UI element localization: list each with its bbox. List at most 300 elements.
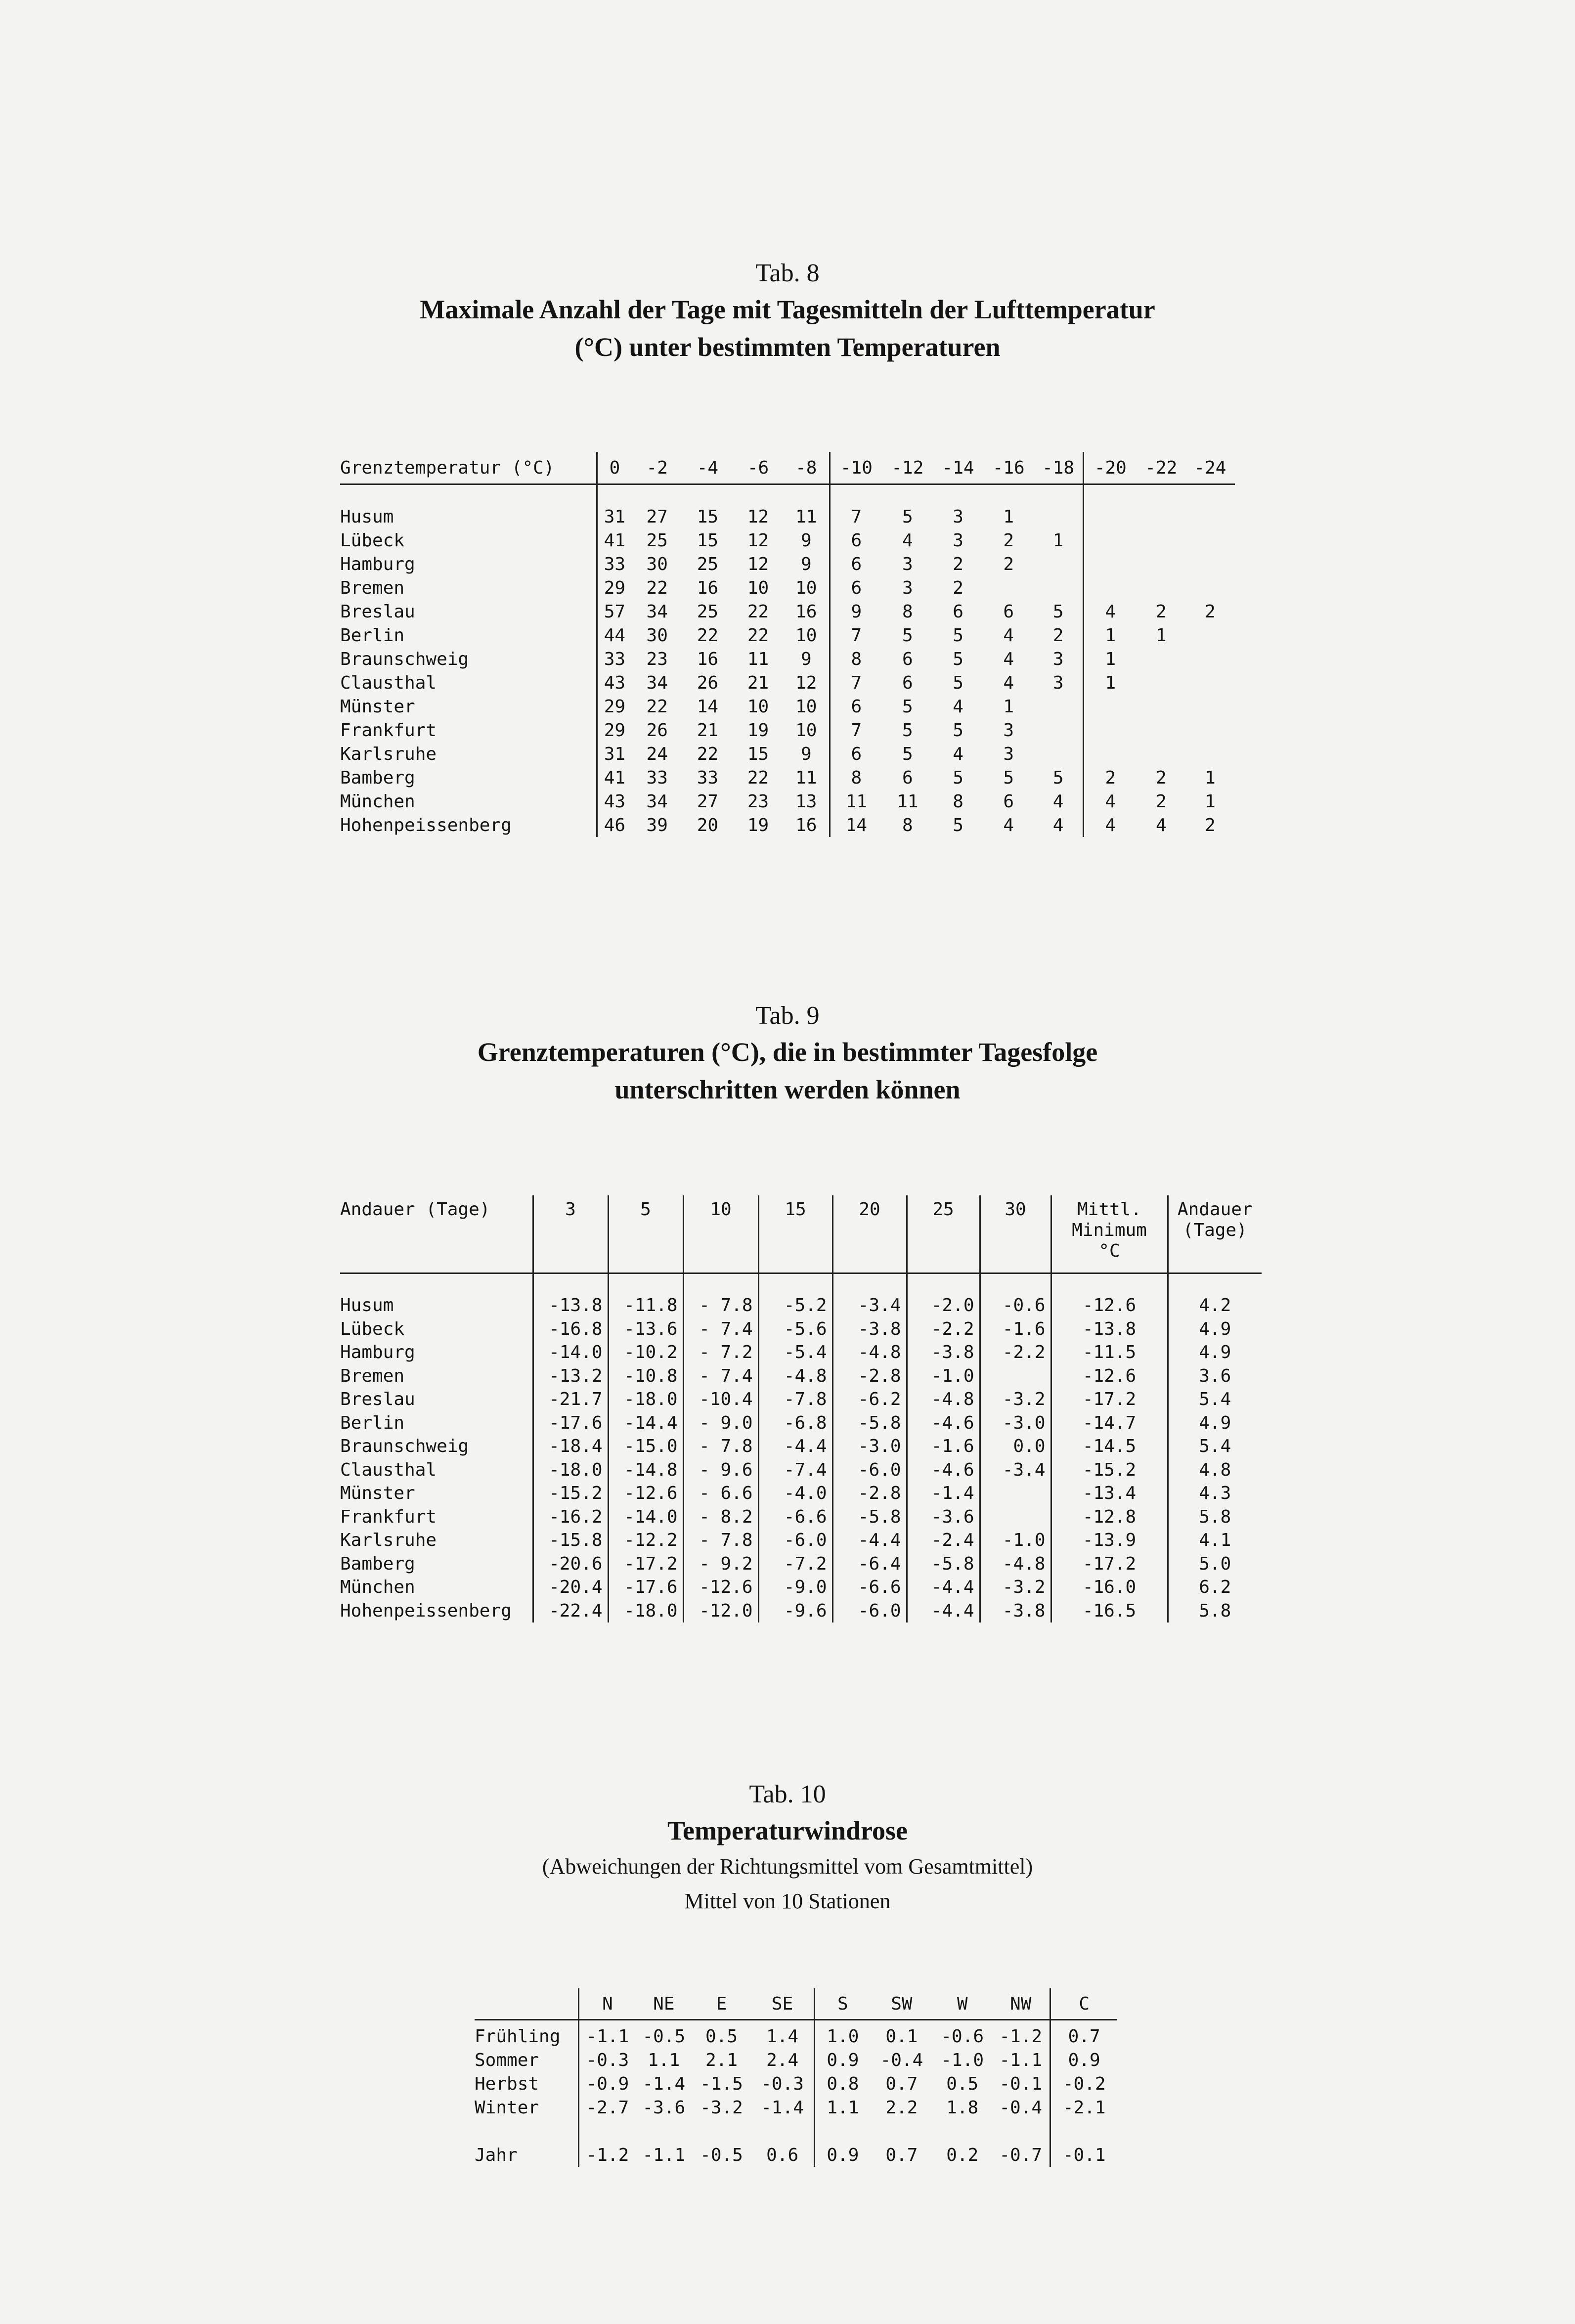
tab9-cell: -6.0	[832, 1599, 907, 1623]
tab8-col-header: 0	[597, 452, 632, 484]
tab9-cell: - 7.2	[683, 1341, 758, 1364]
tab8-cell: 9	[830, 600, 882, 623]
tab8-cell	[1137, 718, 1185, 742]
tab9-cell	[980, 1482, 1051, 1505]
tab9-cell: -3.4	[980, 1458, 1051, 1482]
tab10-spacer-cell	[692, 2119, 751, 2143]
tab8-cell: 4	[1003, 815, 1014, 835]
tab8-cell: 30	[646, 554, 668, 574]
table-row	[340, 1388, 1262, 1411]
tab8-cell	[1185, 576, 1235, 600]
tab8-cell: 5	[953, 672, 963, 693]
tab9-andauer-cell: 3.6	[1168, 1364, 1262, 1388]
tab9-mittl-cell: -13.8	[1051, 1317, 1168, 1341]
tab9-andauer-cell: 4.3	[1168, 1482, 1262, 1505]
tab10-cell: -0.7	[999, 2145, 1043, 2165]
table-row	[340, 1552, 1262, 1576]
tab8-cell	[1185, 623, 1235, 647]
tab8-col-header: -14	[933, 452, 983, 484]
tab10-cell: 0.5	[705, 2026, 738, 2047]
tab8-cell: 1	[1155, 625, 1167, 646]
tab9-mittl-cell: -16.5	[1051, 1599, 1168, 1623]
tab8-cell: 22	[646, 577, 668, 598]
tab8-cell: 4	[1003, 649, 1014, 669]
tab8-table	[340, 452, 1235, 837]
tab10-spacer-cell	[579, 2119, 636, 2143]
tab9-cell: - 9.6	[683, 1458, 758, 1482]
tab10-header-corner	[475, 1988, 579, 2020]
tab8-cell: 1	[1003, 696, 1014, 717]
tab10-cell: 1.0	[815, 2020, 871, 2049]
tab9-andauer-cell: 5.0	[1168, 1552, 1262, 1576]
tab8-cell: 21	[747, 672, 769, 693]
tab9-col-header: 25	[907, 1195, 980, 1273]
tab9-mittl-header-line: Mittl.	[1077, 1199, 1142, 1220]
tab8-cell	[1083, 576, 1137, 600]
tab9-mittl-cell: -13.4	[1051, 1482, 1168, 1505]
tab9-cell: - 6.6	[683, 1482, 758, 1505]
tab8-cell: 3	[902, 577, 913, 598]
tab9-cell: -17.2	[608, 1552, 683, 1576]
tab8-cell: 10	[747, 577, 769, 598]
tab10-spacer-cell	[751, 2119, 815, 2143]
tab8-cell: 2	[1205, 815, 1216, 835]
tab9-station-name: Berlin	[340, 1412, 405, 1433]
tab9-andauer-cell: 5.8	[1168, 1505, 1262, 1529]
tab8-cell: 5	[953, 767, 963, 788]
tab8-cell: 27	[697, 791, 719, 812]
tab8-cell: 21	[697, 720, 719, 741]
tab8-cell	[1034, 742, 1083, 766]
tab9-cell: - 9.0	[683, 1411, 758, 1435]
tab8-col-header: -2	[632, 452, 682, 484]
table-row	[340, 742, 1235, 766]
tab9-cell: -3.8	[832, 1317, 907, 1341]
tab9-cell: -3.0	[980, 1411, 1051, 1435]
tab8-cell: 12	[795, 672, 817, 693]
tab10-cell: -0.4	[880, 2050, 923, 2070]
tab8-cell: 22	[747, 767, 769, 788]
tab10-cell: 1.8	[946, 2097, 979, 2118]
tab9-cell: -5.2	[758, 1294, 832, 1317]
table-row	[340, 647, 1235, 671]
table-row	[340, 1341, 1262, 1364]
tab10-cell: -0.2	[1050, 2072, 1117, 2096]
tab10-spacer-cell	[636, 2119, 693, 2143]
tab8-cell	[1083, 742, 1137, 766]
tab9-cell: -9.0	[758, 1576, 832, 1599]
tab9-cell	[980, 1364, 1051, 1388]
tab8-cell: 10	[795, 696, 817, 717]
tab9-station-name: Lübeck	[340, 1318, 405, 1339]
tab8-station-name: Breslau	[340, 601, 415, 622]
table-row	[340, 552, 1235, 576]
tab8-cell: 15	[697, 530, 719, 551]
tab8-cell: 29	[597, 576, 632, 600]
tab8-cell: 8	[953, 791, 963, 812]
tab8-col-header: -12	[882, 452, 933, 484]
tab9-cell: -5.4	[758, 1341, 832, 1364]
tab10-cell: 0.7	[885, 2145, 918, 2165]
tab8-station-name: Münster	[340, 696, 415, 717]
tab10-cell: 1.1	[815, 2096, 871, 2119]
tab8-cell	[1137, 552, 1185, 576]
tab9-col-header: 15	[758, 1195, 832, 1273]
tab8-cell: 20	[697, 815, 719, 835]
tab8-cell	[1083, 695, 1137, 718]
tab9-cell: -18.0	[608, 1388, 683, 1411]
tab9-cell: -17.6	[533, 1411, 608, 1435]
tab9-cell: -6.6	[832, 1576, 907, 1599]
tab9-caption	[0, 999, 1575, 1108]
tab8-cell: 4	[902, 530, 913, 551]
tab9-cell: -3.8	[907, 1341, 980, 1364]
tab8-cell	[1185, 742, 1235, 766]
tab8-cell: 13	[795, 791, 817, 812]
tab9-cell: -16.2	[533, 1505, 608, 1529]
tab10-col-header: E	[692, 1988, 751, 2020]
tab8-cell: 6	[830, 576, 882, 600]
tab8-cell: 4	[1003, 625, 1014, 646]
tab9-andauer-cell: 4.9	[1168, 1317, 1262, 1341]
tab9-cell: -5.6	[758, 1317, 832, 1341]
tab8-cell: 2	[953, 554, 963, 574]
tab8-cell	[1137, 528, 1185, 552]
tab8-station-name: Bremen	[340, 577, 405, 598]
tab9-title-line1: Grenztemperaturen (°C), die in bestimmter Tagesfolge	[477, 1037, 1098, 1067]
tab9-cell: -3.4	[832, 1294, 907, 1317]
tab8-cell: 15	[747, 744, 769, 764]
tab9-cell: -16.8	[533, 1317, 608, 1341]
tab9-andauer-cell: 4.9	[1168, 1341, 1262, 1364]
tab8-cell: 6	[902, 672, 913, 693]
tab9-cell: -1.4	[907, 1482, 980, 1505]
tab9-andauer-header	[1168, 1195, 1262, 1273]
tab9-spacer-cell	[832, 1273, 907, 1294]
tab8-cell: 6	[902, 649, 913, 669]
tab9-station-name: Hohenpeissenberg	[340, 1600, 512, 1621]
tab8-cell: 27	[646, 506, 668, 527]
tab8-cell: 22	[747, 625, 769, 646]
tab8-cell: 8	[830, 647, 882, 671]
tab9-spacer-cell	[533, 1273, 608, 1294]
tab8-cell: 1	[1205, 767, 1216, 788]
tab8-cell: 11	[897, 791, 919, 812]
tab10-cell: -1.5	[700, 2073, 743, 2094]
tab8-cell: 6	[830, 695, 882, 718]
tab10-col-header: SE	[751, 1988, 815, 2020]
tab9-cell: -2.4	[907, 1529, 980, 1552]
tab9-cell: -12.2	[608, 1529, 683, 1552]
tab8-cell: 10	[795, 720, 817, 741]
tab9-col-header: 20	[832, 1195, 907, 1273]
tab9-cell: -10.2	[608, 1341, 683, 1364]
tab10-cell: -0.1	[999, 2073, 1043, 2094]
tab10-cell: -1.1	[642, 2145, 686, 2165]
tab8-title-line1: Maximale Anzahl der Tage mit Tagesmitteln der Lufttemperatur	[420, 295, 1155, 324]
tab9-spacer-cell	[1051, 1273, 1168, 1294]
tab10-table	[475, 1988, 1117, 2167]
tab10-cell: -1.1	[999, 2050, 1043, 2070]
tab8-station-name: Bamberg	[340, 767, 415, 788]
tab9-col-header: 30	[980, 1195, 1051, 1273]
tab8-cell	[1034, 552, 1083, 576]
tab9-cell: -4.8	[758, 1364, 832, 1388]
tab8-cell: 2	[1003, 554, 1014, 574]
tab8-header-label: Grenztemperatur (°C)	[340, 452, 597, 484]
tab9-table	[340, 1195, 1262, 1622]
tab9-cell: - 7.4	[683, 1317, 758, 1341]
tab8-cell: 5	[953, 649, 963, 669]
tab8-spacer-cell	[933, 484, 983, 505]
tab9-andauer-cell: 4.9	[1168, 1411, 1262, 1435]
tab10-cell: -0.3	[761, 2073, 804, 2094]
tab8-cell: 5	[1003, 767, 1014, 788]
tab8-cell	[1137, 742, 1185, 766]
tab8-spacer-cell	[682, 484, 733, 505]
tab8-col-header: -6	[733, 452, 783, 484]
tab9-mittl-cell: -17.2	[1051, 1552, 1168, 1576]
tab8-cell: 5	[953, 625, 963, 646]
tab8-cell	[983, 576, 1034, 600]
tab9-cell: - 7.8	[683, 1294, 758, 1317]
tab10-header-row	[475, 1988, 1117, 2020]
tab8-col-header: -20	[1083, 452, 1137, 484]
tab10-col-header: SW	[870, 1988, 933, 2020]
tab9-cell: -4.6	[907, 1411, 980, 1435]
tab9-station-name: Breslau	[340, 1389, 415, 1410]
tab9-cell: -2.0	[907, 1294, 980, 1317]
tab8-cell: 2	[1155, 767, 1167, 788]
tab8-spacer-cell	[1137, 484, 1185, 505]
tab8-cell: 6	[1003, 601, 1014, 622]
tab8-cell: 11	[747, 649, 769, 669]
tab8-cell	[1083, 528, 1137, 552]
tab9-cell	[980, 1505, 1051, 1529]
tab8-cell: 2	[1155, 601, 1167, 622]
tab9-cell: - 7.8	[683, 1529, 758, 1552]
tab8-col-header: -24	[1185, 452, 1235, 484]
tab8-cell: 25	[697, 601, 719, 622]
tab9-cell: -6.4	[832, 1552, 907, 1576]
table-row	[340, 1411, 1262, 1435]
tab9-cell: -15.8	[533, 1529, 608, 1552]
tab9-mittl-cell: -12.6	[1051, 1294, 1168, 1317]
tab9-cell: -13.6	[608, 1317, 683, 1341]
tab10-cell: -1.0	[941, 2050, 984, 2070]
tab8-spacer-row	[340, 484, 1235, 505]
tab8-cell: 4	[1003, 672, 1014, 693]
tab10-cell: 2.1	[705, 2050, 738, 2070]
tab9-cell: -5.8	[832, 1411, 907, 1435]
tab10-title: Temperaturwindrose	[667, 1816, 908, 1845]
tab9-cell: -0.6	[980, 1294, 1051, 1317]
tab10-cell: -1.1	[579, 2020, 636, 2049]
tab8-cell: 23	[646, 649, 668, 669]
tab8-station-name: Husum	[340, 506, 394, 527]
tab10-cell: -0.6	[941, 2026, 984, 2047]
tab9-cell: -13.8	[533, 1294, 608, 1317]
tab9-cell: -6.0	[758, 1529, 832, 1552]
tab8-spacer-cell	[340, 484, 597, 505]
table-row	[340, 789, 1235, 813]
tab9-andauer-cell: 4.2	[1168, 1294, 1262, 1317]
tab8-cell: 7	[830, 671, 882, 695]
tab8-cell: 14	[697, 696, 719, 717]
tab8-cell	[1034, 505, 1083, 528]
tab8-cell: 3	[1003, 744, 1014, 764]
tab8-cell: 2	[1083, 766, 1137, 789]
tab8-cell	[1185, 695, 1235, 718]
tab8-cell: 16	[697, 649, 719, 669]
tab9-station-name: Hamburg	[340, 1342, 415, 1363]
tab8-cell: 12	[747, 554, 769, 574]
tab9-mittl-cell: -15.2	[1051, 1458, 1168, 1482]
tab8-cell: 7	[830, 718, 882, 742]
tab8-cell: 30	[646, 625, 668, 646]
tab10-cell: -0.3	[579, 2048, 636, 2072]
tab9-cell: -15.2	[533, 1482, 608, 1505]
tab9-cell: -1.6	[980, 1317, 1051, 1341]
tab9-station-name: Karlsruhe	[340, 1530, 437, 1551]
tab9-spacer-cell	[683, 1273, 758, 1294]
tab8-cell: 15	[697, 506, 719, 527]
tab8-cell	[1137, 576, 1185, 600]
tab10-spacer-cell	[933, 2119, 992, 2143]
tab10-cell: 0.6	[766, 2145, 799, 2165]
tab10-col-header: S	[815, 1988, 871, 2020]
tab8-cell	[1185, 505, 1235, 528]
tab9-cell: -14.0	[533, 1341, 608, 1364]
tab9-col-header: 10	[683, 1195, 758, 1273]
tab9-col-header: 3	[533, 1195, 608, 1273]
tab8-cell: 39	[646, 815, 668, 835]
tab9-cell: -18.0	[608, 1599, 683, 1623]
tab9-cell: -5.8	[832, 1505, 907, 1529]
tab9-cell: - 8.2	[683, 1505, 758, 1529]
tab9-cell: -7.8	[758, 1388, 832, 1411]
tab9-andauer-cell: 4.1	[1168, 1529, 1262, 1552]
tab10-spacer-row	[475, 2119, 1117, 2143]
tab9-station-name: Bamberg	[340, 1553, 415, 1574]
tab9-cell: - 7.8	[683, 1435, 758, 1458]
tab8-cell: 5	[902, 696, 913, 717]
tab9-mittl-cell: -13.9	[1051, 1529, 1168, 1552]
tab9-andauer-cell: 5.8	[1168, 1599, 1262, 1623]
tab8-cell: 8	[830, 766, 882, 789]
tab10-cell: 0.7	[1050, 2020, 1117, 2049]
tab9-cell: -2.8	[832, 1482, 907, 1505]
tab8-cell: 22	[747, 601, 769, 622]
tab8-cell: 3	[1052, 672, 1064, 693]
tab8-cell	[1185, 718, 1235, 742]
tab8-col-header: -8	[784, 452, 830, 484]
tab10-subtitle: (Abweichungen der Richtungsmittel vom Gesamtmittel)	[542, 1854, 1033, 1879]
table-row	[340, 1505, 1262, 1529]
tab9-mittl-cell: -12.6	[1051, 1364, 1168, 1388]
tab10-col-header: C	[1050, 1988, 1117, 2020]
tab10-spacer-cell	[475, 2119, 579, 2143]
tab10-cell: 0.5	[946, 2073, 979, 2094]
tab9-station-name: Clausthal	[340, 1459, 437, 1480]
tab9-cell: -4.8	[980, 1552, 1051, 1576]
table-row	[340, 813, 1235, 837]
table-row	[340, 695, 1235, 718]
tab9-andauer-header-line: Andauer	[1177, 1199, 1253, 1220]
table-row	[475, 2143, 1117, 2167]
tab9-cell: -18.0	[533, 1458, 608, 1482]
tab8-cell: 34	[646, 672, 668, 693]
tab8-cell: 25	[697, 554, 719, 574]
tab8-station-name: Berlin	[340, 625, 405, 646]
tab8-spacer-cell	[1185, 484, 1235, 505]
tab8-cell: 34	[646, 601, 668, 622]
table-row	[340, 1482, 1262, 1505]
tab10-cell: -2.7	[579, 2096, 636, 2119]
tab10-cell: -1.4	[642, 2073, 686, 2094]
tab8-cell: 11	[795, 506, 817, 527]
tab8-cell: 41	[597, 766, 632, 789]
tab9-cell: -22.4	[533, 1599, 608, 1623]
tab9-number: Tab. 9	[755, 1002, 820, 1030]
tab8-cell: 5	[902, 506, 913, 527]
tab10-cell: 2.2	[885, 2097, 918, 2118]
tab9-cell: -4.4	[907, 1599, 980, 1623]
tab9-mittl-cell: -11.5	[1051, 1341, 1168, 1364]
tab9-cell: -6.8	[758, 1411, 832, 1435]
tab8-col-header: -16	[983, 452, 1034, 484]
tab9-cell: - 9.2	[683, 1552, 758, 1576]
tab10-spacer-cell	[870, 2119, 933, 2143]
tab9-cell: -11.8	[608, 1294, 683, 1317]
table-row	[340, 1599, 1262, 1623]
tab8-cell	[1034, 695, 1083, 718]
tab9-cell: -12.6	[608, 1482, 683, 1505]
tab8-cell	[1083, 505, 1137, 528]
tab8-cell: 5	[902, 625, 913, 646]
tab9-station-name: Husum	[340, 1295, 394, 1316]
tab8-spacer-cell	[597, 484, 632, 505]
tab9-andauer-cell: 6.2	[1168, 1576, 1262, 1599]
tab8-cell: 8	[902, 601, 913, 622]
tab10-cell: 2.4	[766, 2050, 799, 2070]
tab9-cell: -3.6	[907, 1505, 980, 1529]
tab8-cell	[1137, 695, 1185, 718]
tab9-cell: -4.4	[907, 1576, 980, 1599]
tab9-col-header: 5	[608, 1195, 683, 1273]
tab10-cell: 0.7	[885, 2073, 918, 2094]
tab8-cell	[1083, 552, 1137, 576]
tab9-andauer-header-line: (Tage)	[1182, 1220, 1247, 1240]
tab8-cell: 46	[597, 813, 632, 837]
tab10-cell: 0.9	[1050, 2048, 1117, 2072]
tab8-cell: 4	[1155, 815, 1167, 835]
table-row	[475, 2072, 1117, 2096]
tab9-cell: -6.0	[832, 1458, 907, 1482]
tab10-row-label: Herbst	[475, 2073, 539, 2094]
tab9-cell: -14.0	[608, 1505, 683, 1529]
tab8-col-header: -22	[1137, 452, 1185, 484]
tab10-spacer-cell	[815, 2119, 871, 2143]
tab8-cell: 26	[646, 720, 668, 741]
tab8-spacer-cell	[1083, 484, 1137, 505]
tab9-cell: 0.0	[980, 1435, 1051, 1458]
tab9-cell: -15.0	[608, 1435, 683, 1458]
tab8-cell: 9	[800, 649, 812, 669]
tab8-cell: 33	[646, 767, 668, 788]
tab8-cell: 16	[795, 815, 817, 835]
tab9-cell: -3.0	[832, 1435, 907, 1458]
